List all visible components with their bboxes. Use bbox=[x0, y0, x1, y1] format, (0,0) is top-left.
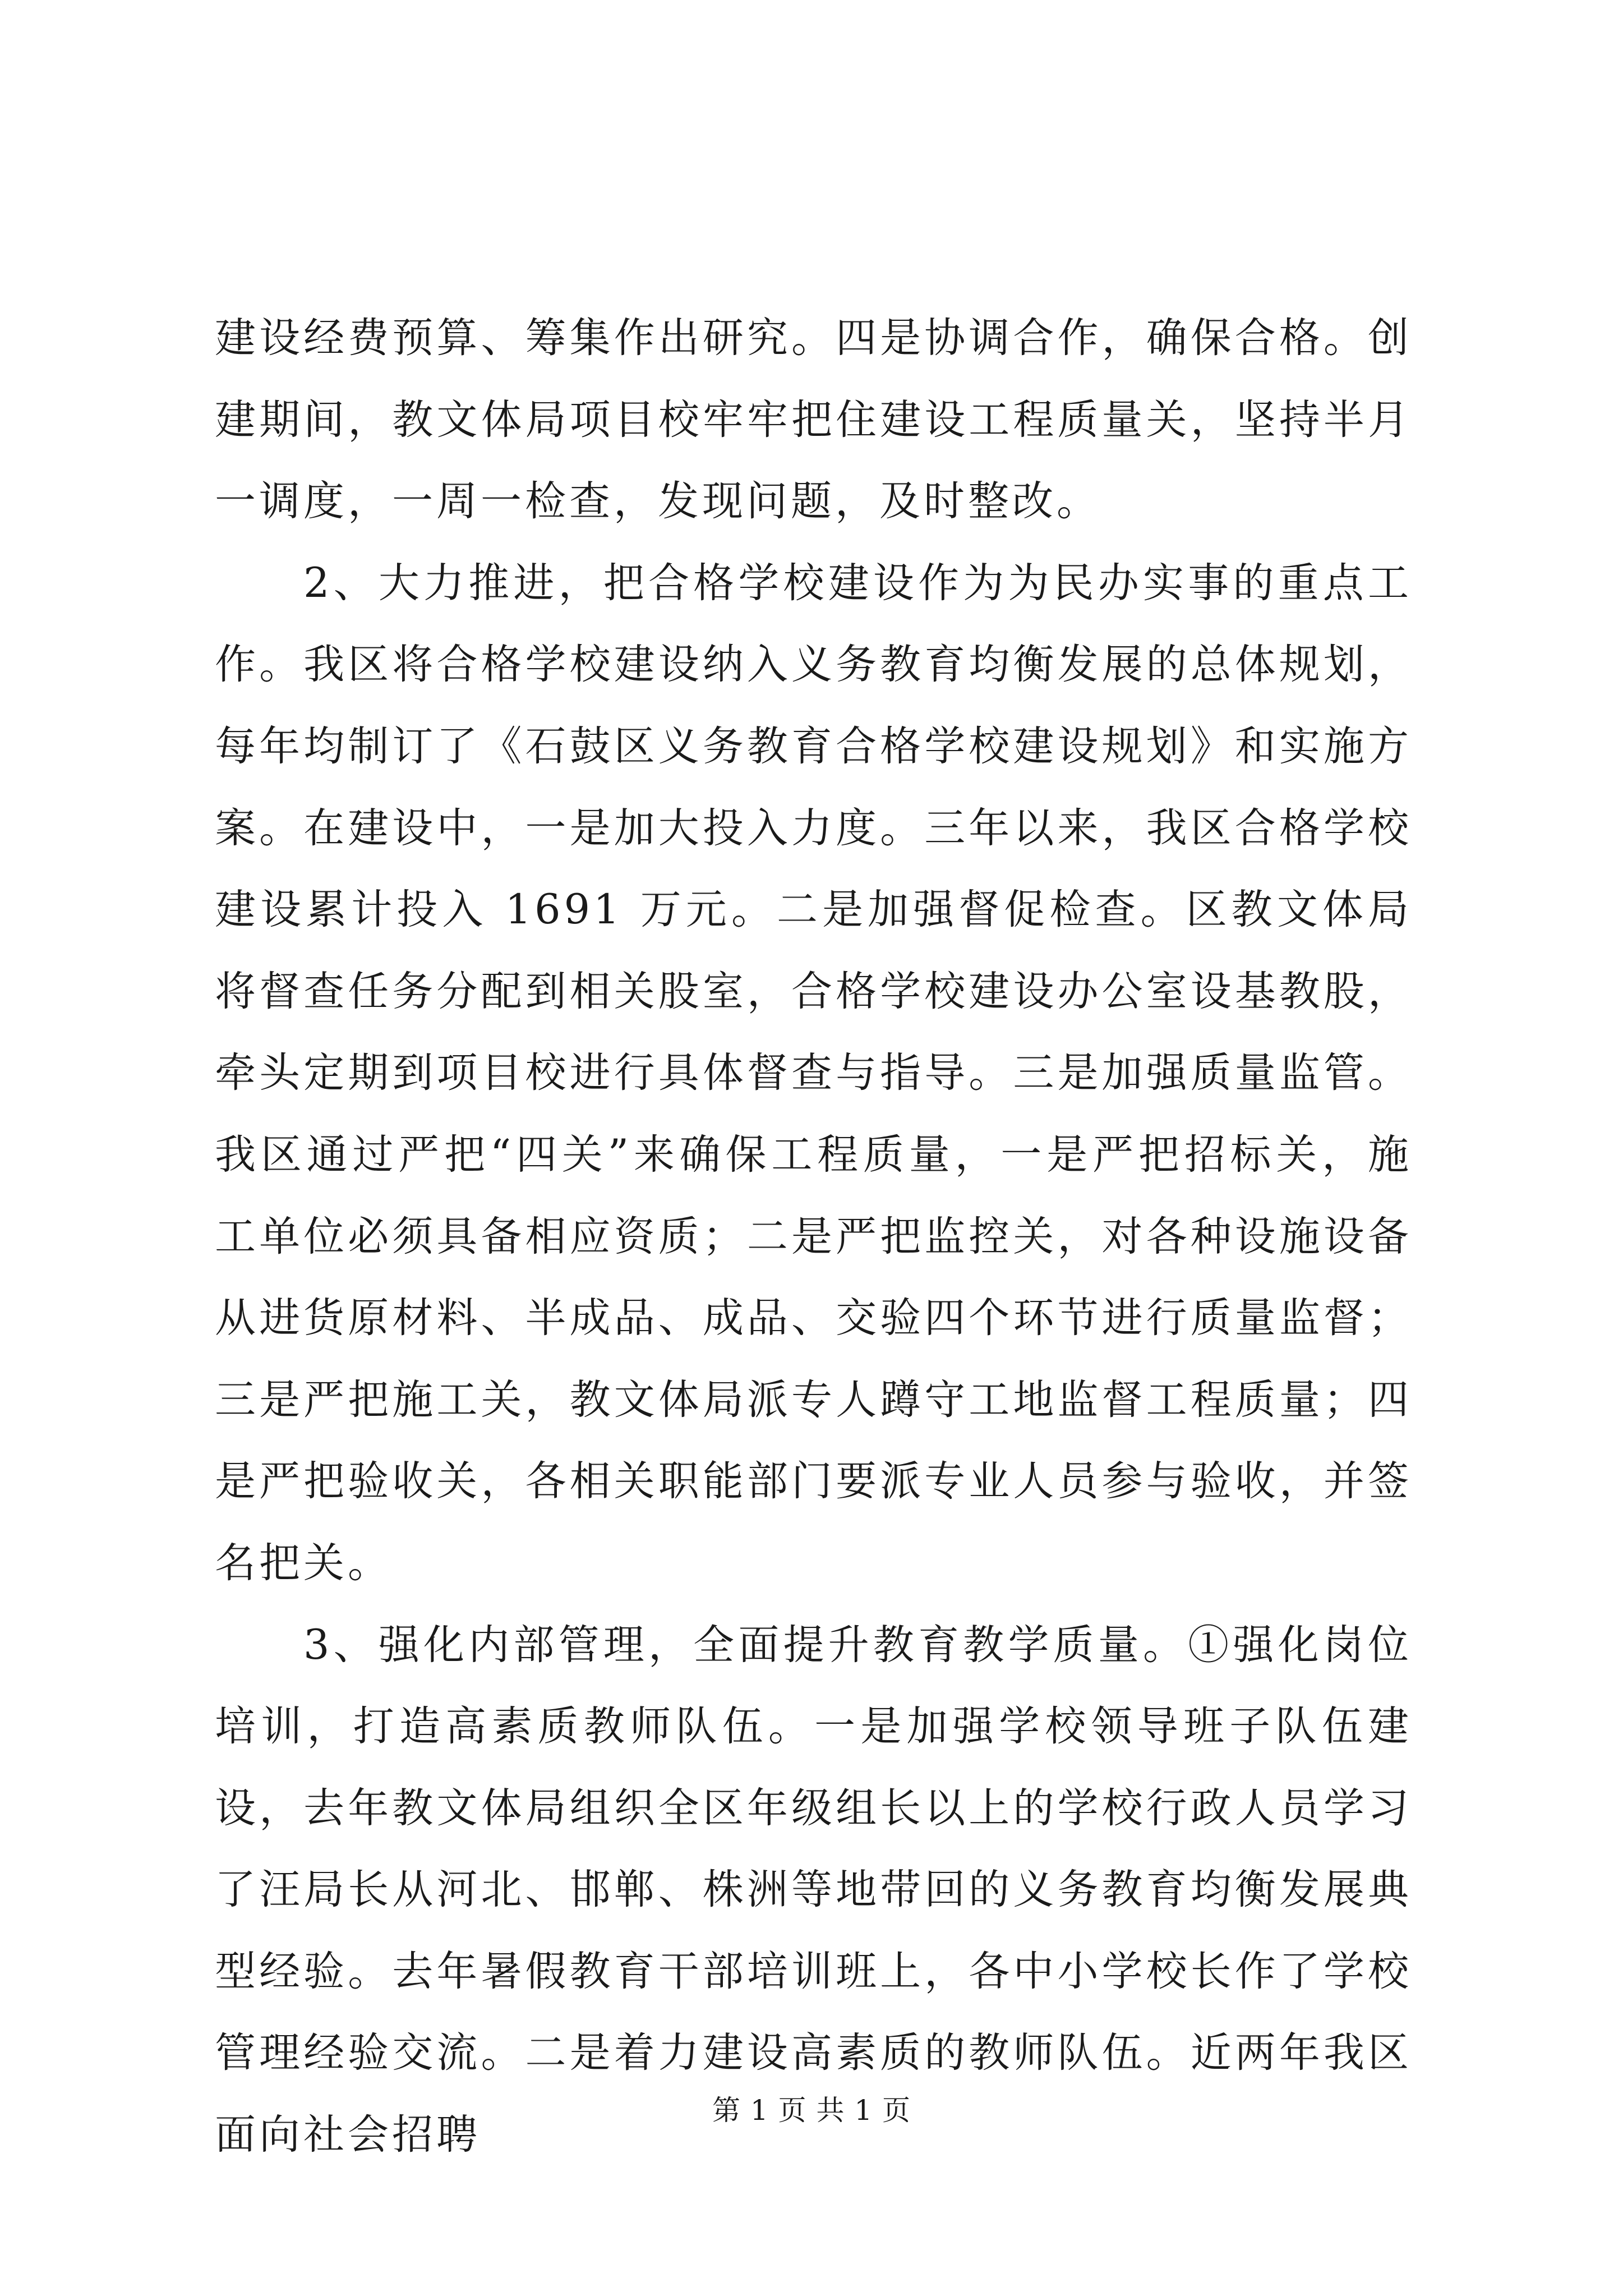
paragraph-qualified-school-construction: 2、大力推进，把合格学校建设作为为民办实事的重点工作。我区将合格学校建设纳入义务教育均衡发展的总体规划，每年均制订了《石鼓区义务教育合格学校建设规划》和实施方案。在建设中，一是加大投入力度。三年以来，我区合格学校建设累计投入 1691 万元。二是加强督促检查。区教文体局将督查任务分配到相关股室，合格学校建设办公室设基教股，牵头定期到项目校进行具体督查与指导。三是加强质量监管。我区通过严把“四关”来确保工程质量，一是严把招标关，施工单位必须具备相应资质；二是严把监控关，对各种设施设备从进货原材料、半成品、成品、交验四个环节进行质量监督；三是严把施工关，教文体局派专人蹲守工地监督工程质量；四是严把验收关，各相关职能部门要派专业人员参与验收，并签名把关。 bbox=[215, 559, 1412, 1587]
paragraph-internal-management: 3、强化内部管理，全面提升教育教学质量。①强化岗位培训，打造高素质教师队伍。一是加强学校领导班子队伍建设，去年教文体局组织全区年级组长以上的学校行政人员学习了汪局长从河北、邯郸、株洲等地带回的义务教育均衡发展典型经验。去年暑假教育干部培训班上，各中小学校长作了学校管理经验交流。二是着力建设高素质的教师队伍。近两年我区面向社会招聘 bbox=[215, 1621, 1412, 2159]
page-footer bbox=[0, 2093, 1623, 2127]
document-body bbox=[215, 297, 1412, 2176]
page-number-label: 第 1 页 共 1 页 bbox=[712, 2094, 911, 2127]
paragraph-construction-funding: 建设经费预算、筹集作出研究。四是协调合作，确保合格。创建期间，教文体局项目校牢牢把住建设工程质量关，坚持半月一调度，一周一检查，发现问题，及时整改。 bbox=[215, 314, 1412, 526]
